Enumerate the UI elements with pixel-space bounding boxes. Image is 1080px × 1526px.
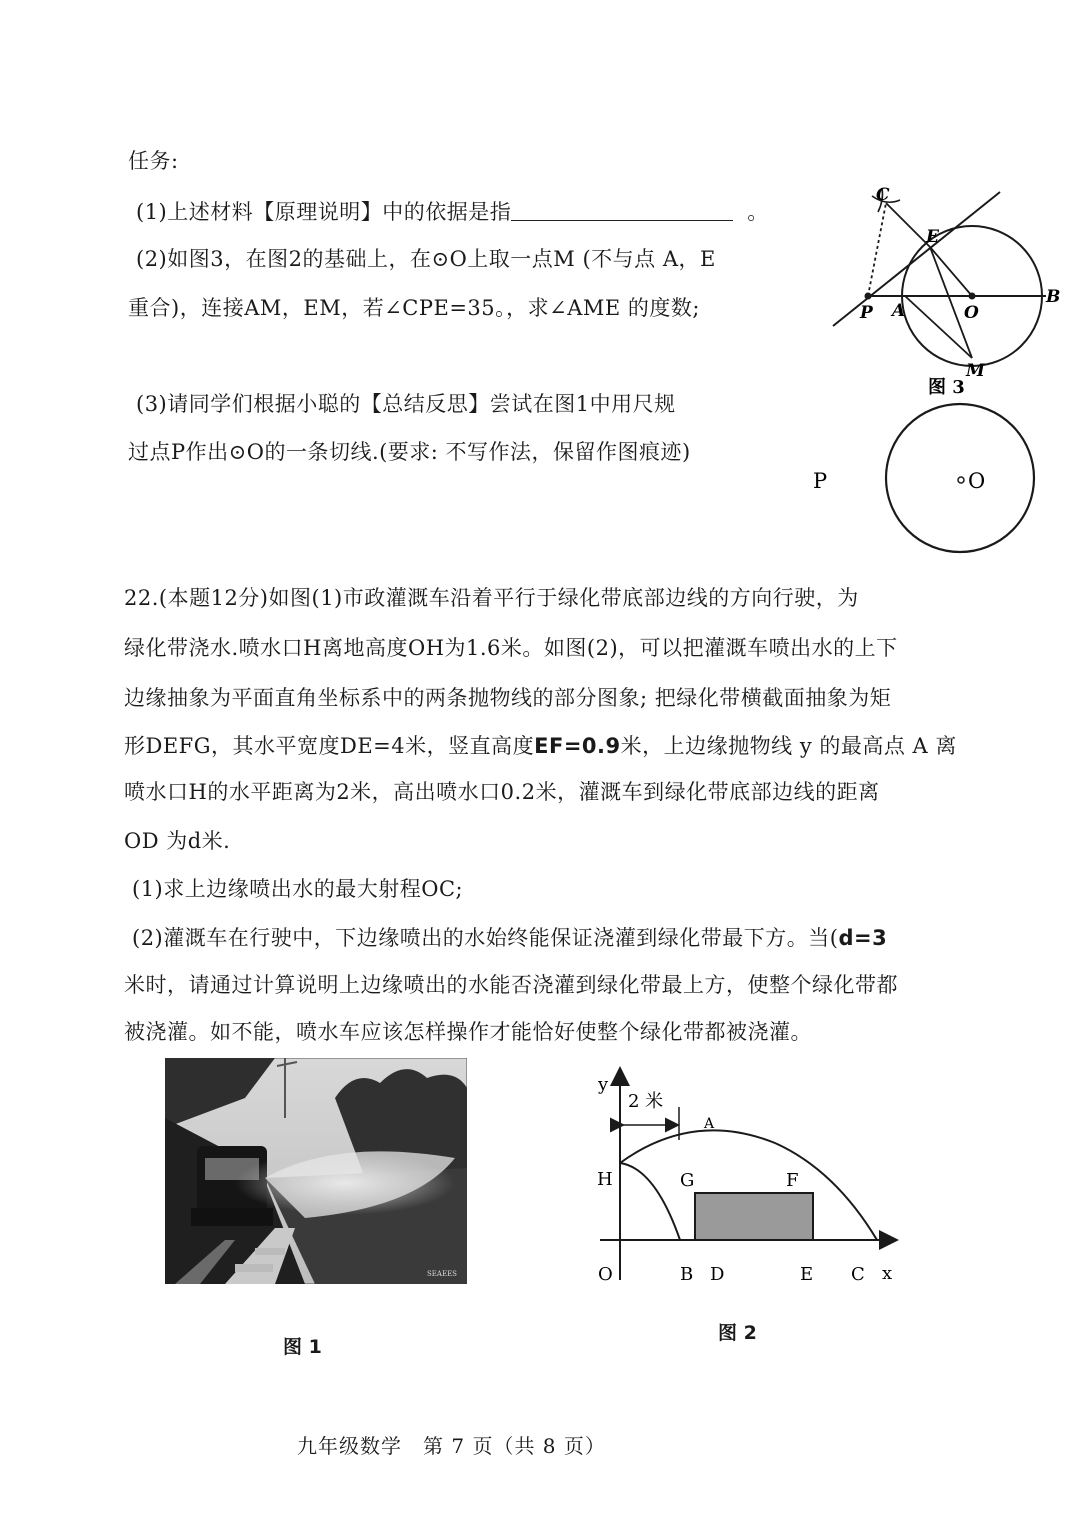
figure-1-photo	[165, 1058, 467, 1284]
q1-text: (1)上述材料【原理说明】中的依据是指	[136, 200, 512, 224]
problem-22-sub2-line1	[132, 923, 887, 953]
line4-part-c: 米，上边缘抛物线 y 的最高点 A 离	[620, 734, 957, 758]
problem-22-sub2-line2: 米时，请通过计算说明上边缘喷出的水能否浇灌到绿化带最上方，使整个绿化带都	[124, 973, 898, 997]
page-footer: 九年级数学 第 7 页（共 8 页）	[297, 1434, 606, 1458]
task-question-2-line1: (2)如图3，在图2的基础上，在⊙O上取一点M (不与点 A，E	[136, 247, 716, 271]
label-e: E	[800, 1264, 814, 1285]
figure-2-caption: 图 2	[718, 1322, 757, 1344]
problem-22-line5: 喷水口H的水平距离为2米，高出喷水口0.2米，灌溉车到绿化带底部边线的距离	[124, 780, 880, 804]
problem-22-line4	[124, 731, 957, 761]
line4-part-a: 形DEFG，其水平宽度DE=4米，竖直高度	[124, 734, 535, 758]
photo-watermark: SEAEES	[427, 1270, 457, 1278]
figure-3-caption: 图 3	[928, 377, 965, 398]
line-ce	[886, 203, 930, 247]
task-heading: 任务:	[128, 149, 179, 173]
line-am	[905, 296, 972, 358]
problem-22-sub1: (1)求上边缘喷出水的最大射程OC;	[132, 877, 464, 901]
sub2-part-a: (2)灌溉车在行驶中，下边缘喷出的水始终能保证浇灌到绿化带最下方。当(	[132, 926, 839, 950]
label-y: y	[598, 1074, 609, 1095]
label-p: P	[860, 303, 873, 323]
point-o	[969, 293, 976, 300]
figure-1-caption: 图 1	[283, 1336, 322, 1358]
figure-2-diagram	[590, 1060, 910, 1360]
label-d: D	[710, 1264, 725, 1285]
problem-22-line1: 22.(本题12分)如图(1)市政灌溉车沿着平行于绿化带底部边线的方向行驶，为	[124, 586, 859, 610]
label-f: F	[786, 1170, 799, 1191]
task-question-3-line1: (3)请同学们根据小聪的【总结反思】尝试在图1中用尺规	[136, 392, 676, 416]
q1-suffix: 。	[747, 200, 769, 224]
label-o: O	[968, 469, 986, 493]
label-o: O	[598, 1264, 613, 1285]
task-question-2-line2: 重合)，连接AM，EM，若∠CPE=35。，求∠AME 的度数;	[128, 296, 700, 320]
green-belt-rect	[695, 1193, 813, 1240]
problem-22-line6: OD 为d米.	[124, 829, 231, 853]
d-value: d=3	[838, 926, 888, 950]
label-p: P	[813, 469, 828, 493]
answer-blank[interactable]	[511, 200, 733, 221]
label-h: H	[597, 1169, 613, 1190]
problem-22-line2: 绿化带浇水.喷水口H离地高度OH为1.6米。如图(2)，可以把灌溉车喷出水的上下	[124, 636, 898, 660]
task-question-3-line2: 过点P作出⊙O的一条切线.(要求: 不写作法，保留作图痕迹)	[128, 440, 691, 464]
ef-value: EF=0.9	[534, 734, 621, 758]
label-g: G	[680, 1170, 695, 1191]
line-eo	[930, 247, 972, 296]
label-b: B	[680, 1264, 694, 1285]
label-a: A	[704, 1116, 715, 1132]
circle-o	[886, 404, 1034, 552]
figure-circle-p	[810, 400, 1070, 560]
label-m: M	[966, 361, 985, 381]
point-p	[865, 293, 872, 300]
problem-22-sub2-line3: 被浇灌。如不能，喷水车应该怎样操作才能恰好使整个绿化带都被浇灌。	[124, 1020, 812, 1044]
label-e: E	[926, 227, 939, 247]
label-c: C	[851, 1264, 865, 1285]
figure-3-diagram	[820, 178, 1070, 398]
task-question-1	[136, 197, 769, 227]
label-x: x	[882, 1263, 893, 1284]
dotted-line-pc	[868, 203, 886, 296]
center-dot	[958, 477, 964, 483]
label-c: C	[876, 185, 890, 205]
dim-label: 2 米	[628, 1091, 664, 1112]
problem-22-line3: 边缘抽象为平面直角坐标系中的两条抛物线的部分图象; 把绿化带横截面抽象为矩	[124, 686, 892, 710]
label-o: O	[964, 303, 979, 323]
label-b: B	[1046, 287, 1061, 307]
lower-parabola	[620, 1163, 680, 1240]
label-a: A	[892, 301, 906, 321]
